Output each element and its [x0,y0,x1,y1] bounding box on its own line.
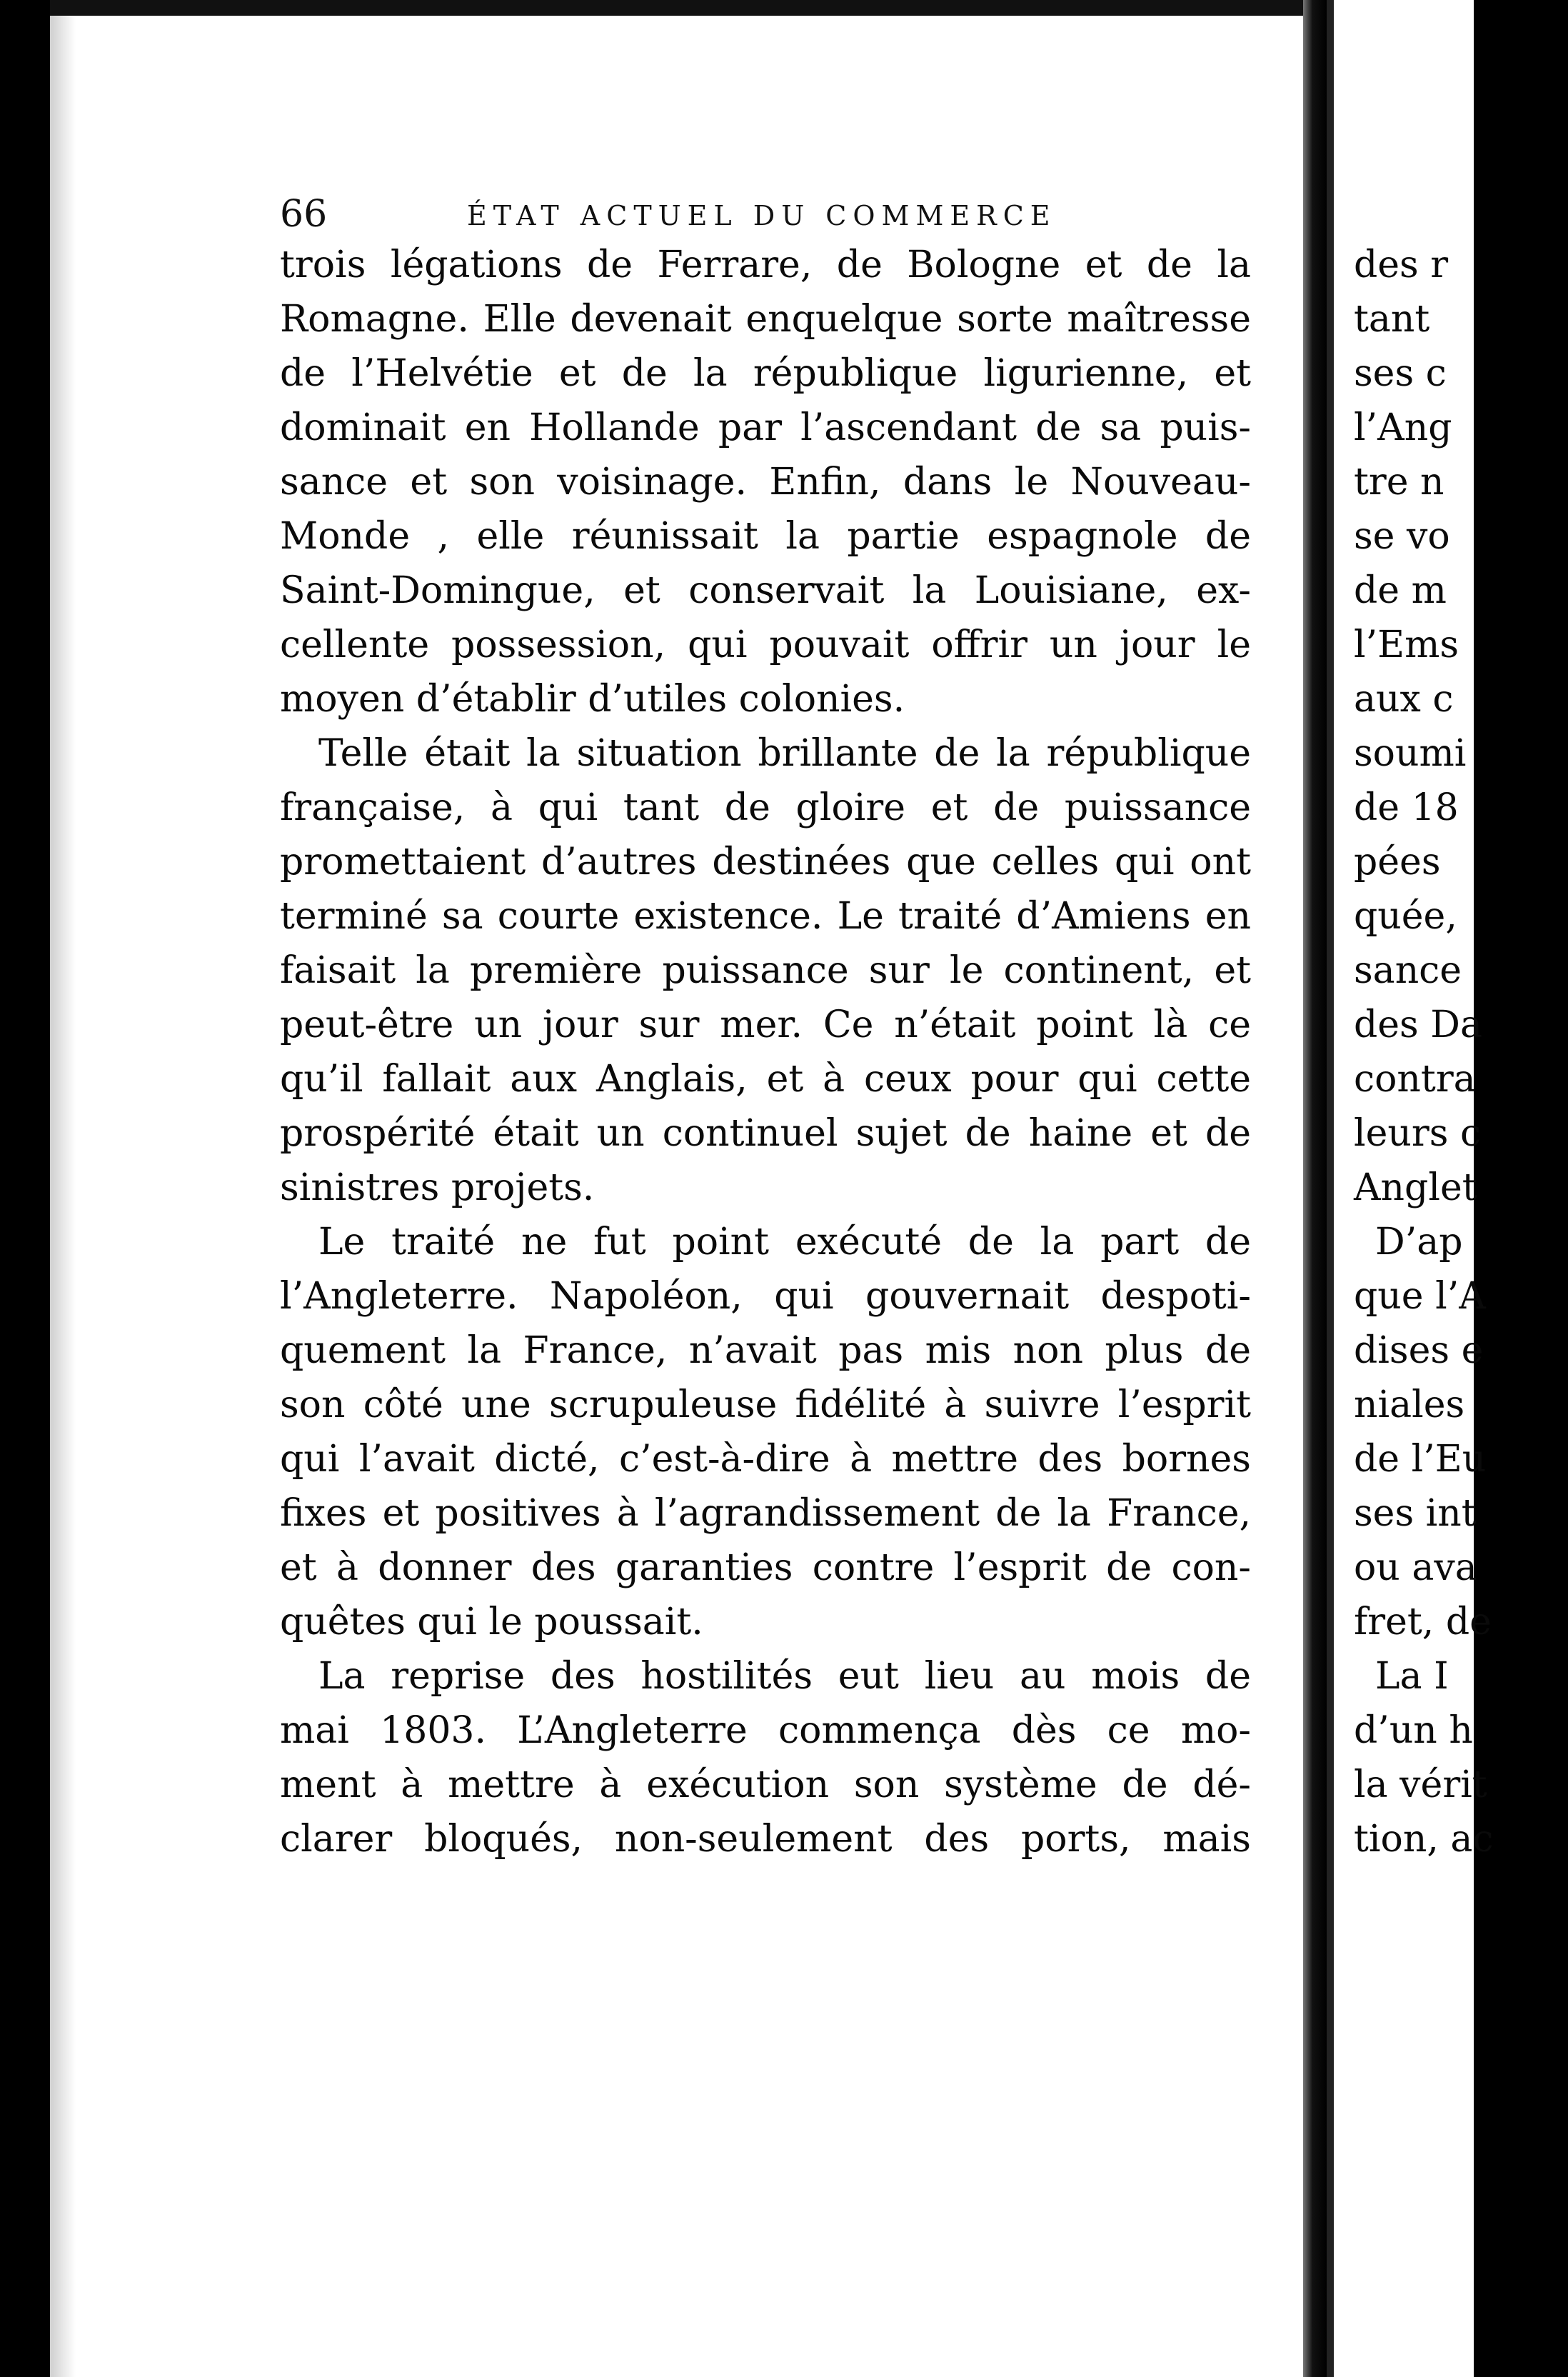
text-line: de l’Helvétie et de la république ligurienne, et [280,352,1251,395]
text-line: Saint-Domingue, et conservait la Louisiane, ex- [280,569,1251,612]
text-line: cellente possession, qui pouvait offrir un jour le [280,624,1251,666]
book-spine [1303,0,1327,2377]
text-line: trois légations de Ferrare, de Bologne et de la [280,244,1251,286]
text-line: Le traité ne fut point exécuté de la part de [318,1221,1251,1263]
header-title: ÉTAT ACTUEL DU COMMERCE [467,200,1057,231]
right-line: que l’A [1354,1275,1486,1318]
text-line: qui l’avait dicté, c’est-à-dire à mettre des bornes [280,1438,1251,1481]
right-line: de l’Eu [1354,1438,1487,1481]
right-line: pées [1354,841,1441,884]
right-line: tant [1354,298,1430,341]
right-line: quée, [1354,895,1457,938]
right-line: ou ava [1354,1546,1477,1589]
text-line: l’Angleterre. Napoléon, qui gouvernait despoti- [280,1275,1251,1318]
text-line: Romagne. Elle devenait enquelque sorte maîtresse [280,298,1251,341]
right-line: leurs c [1354,1112,1482,1155]
text-line: quêtes qui le poussait. [280,1601,703,1643]
right-line: d’un h [1354,1709,1473,1752]
text-line: fixes et positives à l’agrandissement de la France, [280,1492,1251,1535]
running-head [280,193,1294,243]
text-line: Telle était la situation brillante de la république [318,732,1251,775]
right-page [1327,0,1494,2377]
text-line: quement la France, n’avait pas mis non plus de [280,1329,1251,1372]
body-text [280,238,1251,1866]
text-line: terminé sa courte existence. Le traité d’Amiens en [280,895,1251,938]
text-line: faisait la première puissance sur le continent, et [280,949,1251,992]
text-line: sance et son voisinage. Enfin, dans le Nouveau- [280,461,1251,504]
right-line: de 18 [1354,786,1459,829]
right-line: ses int [1354,1492,1477,1535]
page-number: 66 [280,193,328,236]
right-line: la vérit [1354,1763,1487,1806]
right-line: aux c [1354,678,1454,721]
right-line: ses c [1354,352,1447,395]
right-line: Anglet [1354,1166,1477,1209]
text-line: La reprise des hostilités eut lieu au mois de [318,1655,1251,1698]
text-line: prospérité était un continuel sujet de haine et de [280,1112,1251,1155]
text-line: Monde , elle réunissait la partie espagnole de [280,515,1251,558]
right-line: fret, de [1354,1601,1492,1643]
text-line: française, à qui tant de gloire et de puissance [280,786,1251,829]
text-line: peut-être un jour sur mer. Ce n’était point là ce [280,1004,1251,1046]
text-line: sinistres projets. [280,1166,595,1209]
text-line: promettaient d’autres destinées que celles qui ont [280,841,1251,884]
right-line: se vo [1354,515,1450,558]
text-line: ment à mettre à exécution son système de dé- [280,1763,1251,1806]
right-line: tre n [1354,461,1444,504]
right-line: niales [1354,1383,1465,1426]
text-line: clarer bloqués, non-seulement des ports, mais [280,1818,1251,1861]
right-line: l’Ems [1354,624,1459,666]
right-line: D’ap [1375,1221,1463,1263]
text-line: qu’il fallait aux Anglais, et à ceux pour qui cette [280,1058,1251,1101]
right-line: de m [1354,569,1447,612]
text-line: moyen d’établir d’utiles colonies. [280,678,905,721]
text-line: et à donner des garanties contre l’esprit de con- [280,1546,1251,1589]
right-line: des r [1354,244,1449,286]
text-line: son côté une scrupuleuse fidélité à suivre l’esprit [280,1383,1251,1426]
text-line: dominait en Hollande par l’ascendant de sa puis- [280,406,1251,449]
right-line: contra [1354,1058,1476,1101]
right-line: sance [1354,949,1462,992]
text-line: mai 1803. L’Angleterre commença dès ce mo- [280,1709,1251,1752]
right-line: des Da [1354,1004,1482,1046]
right-line: soumi [1354,732,1467,775]
right-page-text [1354,238,1568,1866]
right-line: l’Ang [1354,406,1452,449]
right-line: dises e [1354,1329,1484,1372]
right-line: La I [1375,1655,1449,1698]
right-line: tion, ac [1354,1818,1494,1861]
